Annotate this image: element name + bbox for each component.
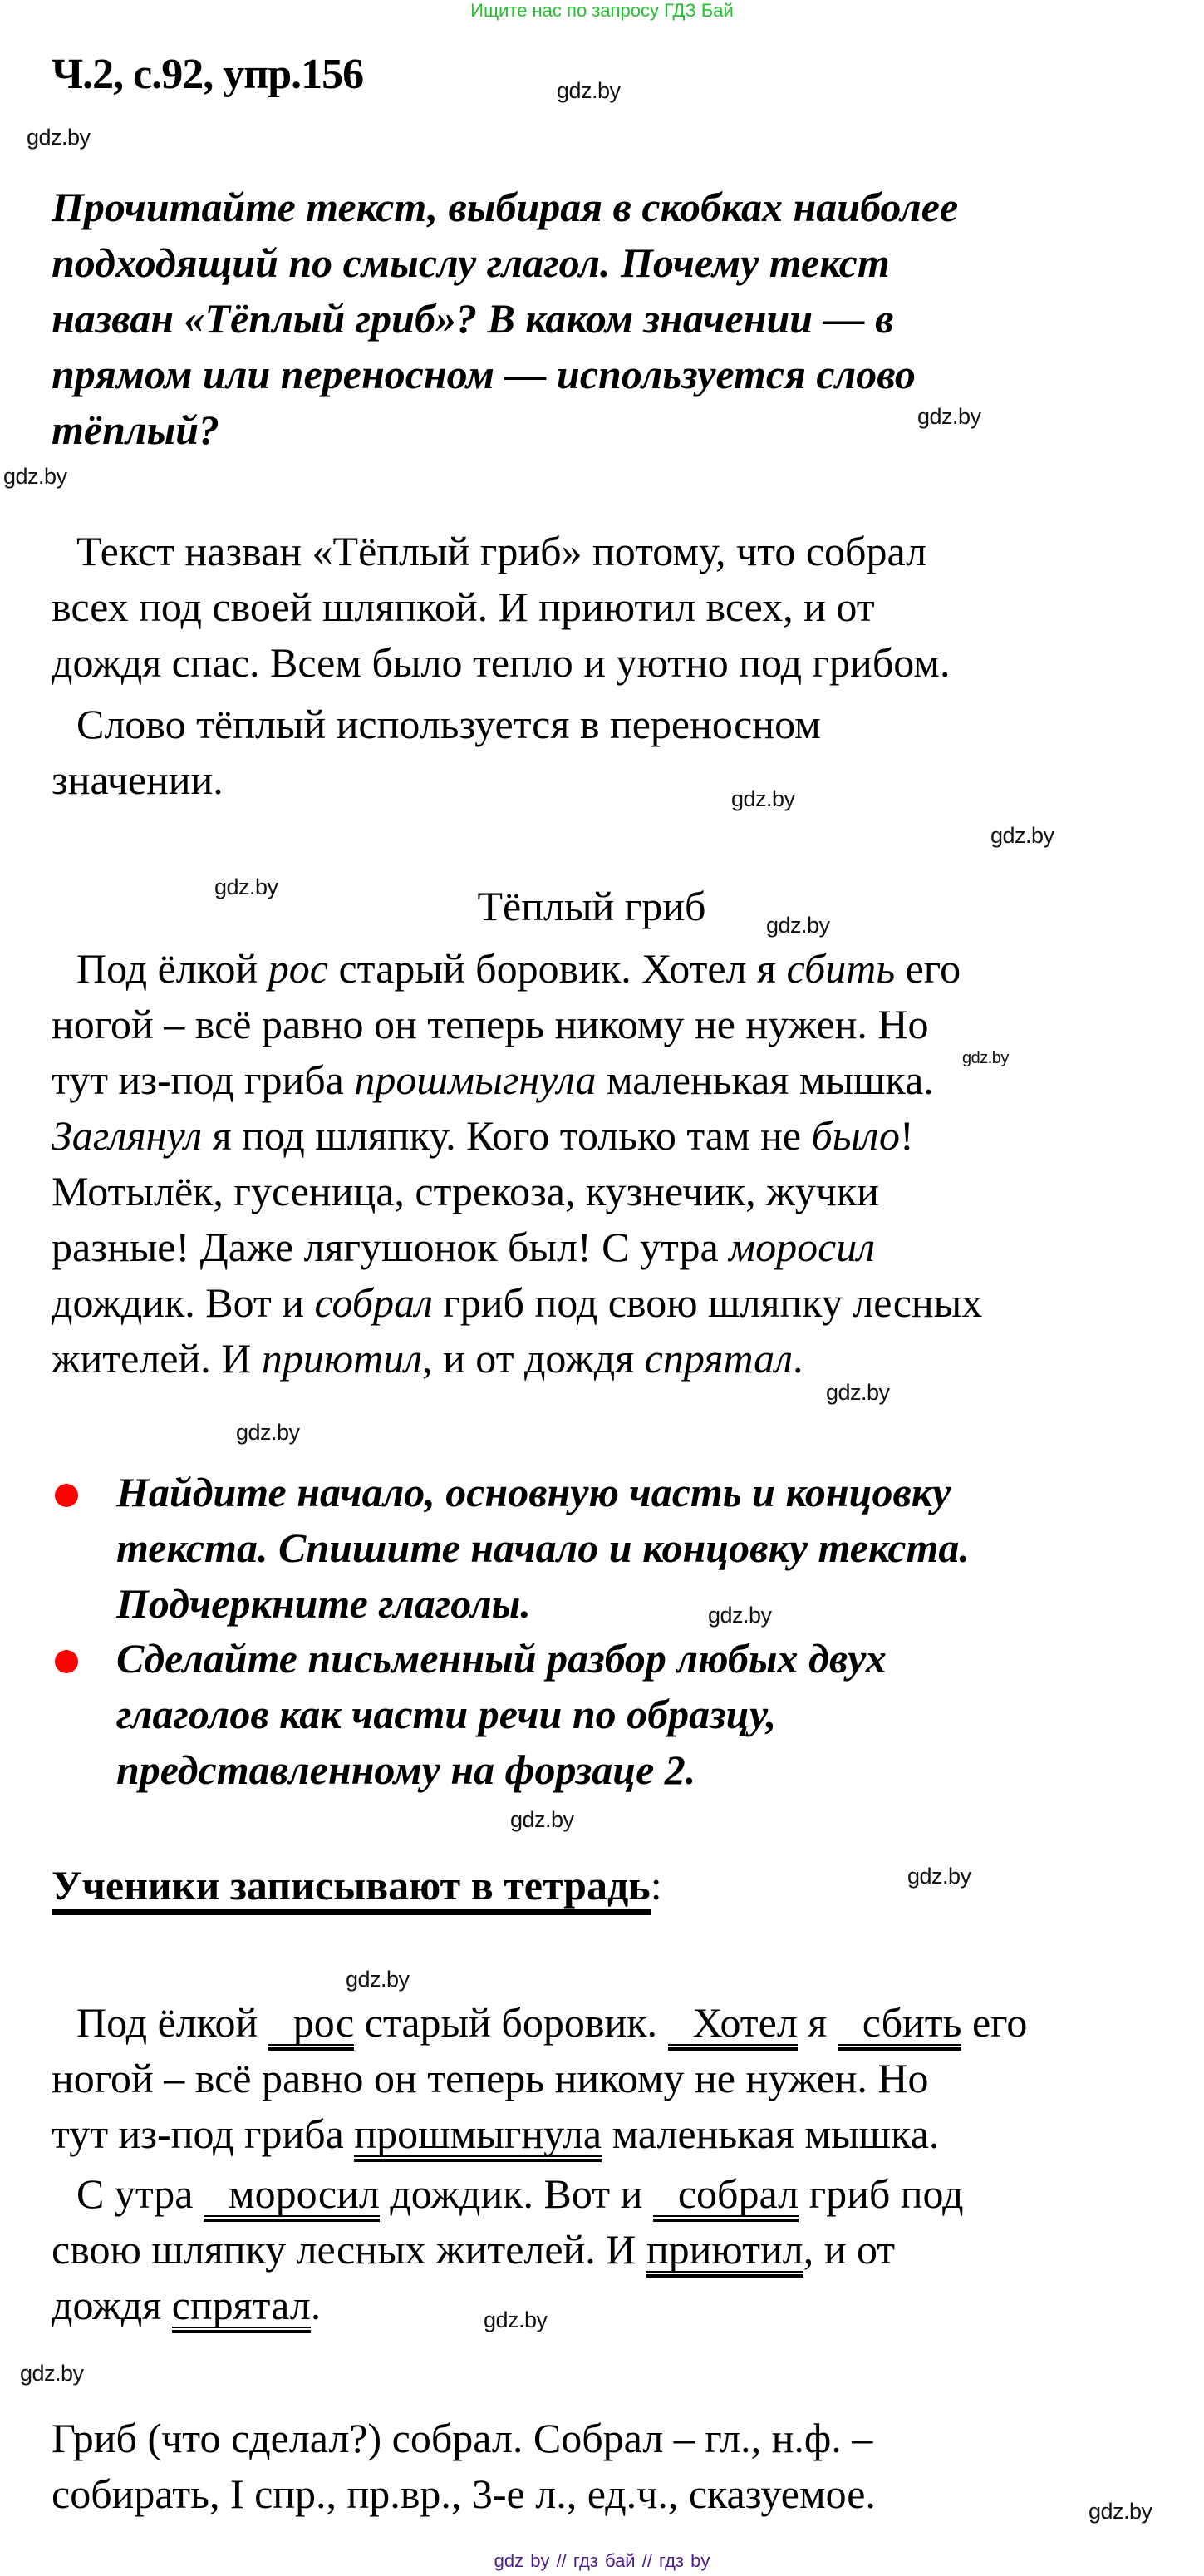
text-segment: Под ёлкой bbox=[76, 1999, 268, 2046]
verb-italic: приютил bbox=[261, 1335, 423, 1382]
text-line bbox=[52, 1052, 1132, 1108]
task-instructions bbox=[52, 180, 1132, 458]
students-header-label: Ученики записывают в тетрадь bbox=[52, 1862, 651, 1915]
verb-italic: сбить bbox=[786, 945, 896, 992]
text-segment: его bbox=[961, 1999, 1028, 2046]
bullet-line: Найдите начало, основную часть и концовку bbox=[116, 1469, 951, 1515]
bullet-line: Подчеркните глаголы. bbox=[116, 1580, 531, 1627]
verb-italic: было bbox=[811, 1112, 900, 1159]
text-line bbox=[52, 1331, 1132, 1387]
students-header-colon: : bbox=[650, 1862, 662, 1909]
analysis-line: Гриб (что сделал?) собрал. Собрал – гл., н.ф. – bbox=[52, 2415, 873, 2461]
text-line bbox=[52, 2222, 1132, 2278]
text-segment: тут из-под гриба bbox=[52, 2111, 355, 2157]
bullet-task-2 bbox=[116, 1631, 1132, 1798]
text-segment: дождя bbox=[52, 2282, 172, 2328]
watermark: gdz.by bbox=[731, 786, 795, 811]
story-text bbox=[52, 941, 1132, 1387]
task-line: Прочитайте текст, выбирая в скобках наиболее bbox=[52, 184, 959, 230]
watermark: gdz.by bbox=[907, 1864, 971, 1889]
answer-line: Слово тёплый используется в переносном bbox=[76, 701, 821, 747]
students-paragraph-2 bbox=[52, 2166, 1132, 2333]
text-segment: маленькая мышка. bbox=[602, 2111, 940, 2157]
text-segment: ногой – всё равно он теперь никому не нужен. Но bbox=[52, 2055, 929, 2101]
story-title: Тёплый гриб bbox=[477, 883, 706, 929]
verb-underlined: спрятал bbox=[171, 2282, 311, 2328]
verb-italic: собрал bbox=[314, 1279, 433, 1326]
text-segment: дождик. Вот и bbox=[52, 1279, 315, 1326]
text-segment: дождик. Вот и bbox=[379, 2170, 653, 2217]
answer-paragraph-2 bbox=[52, 697, 1132, 808]
text-line bbox=[52, 1108, 1132, 1164]
text-line bbox=[52, 997, 1132, 1052]
verb-italic: прошмыгнула bbox=[354, 1057, 597, 1103]
watermark: gdz.by bbox=[510, 1807, 574, 1832]
text-segment: его bbox=[895, 945, 961, 992]
text-segment: тут из-под гриба bbox=[52, 1057, 355, 1103]
text-segment: я bbox=[797, 1999, 838, 2046]
watermark: gdz.by bbox=[346, 1967, 410, 1992]
text-segment: жителей. И bbox=[52, 1335, 262, 1382]
answer-paragraph-1 bbox=[52, 524, 1132, 691]
text-segment: разные! Даже лягушонок был! С утра bbox=[52, 1224, 730, 1270]
verb-underlined: моросил bbox=[204, 2170, 380, 2217]
text-line bbox=[52, 941, 1132, 997]
verb-italic: моросил bbox=[729, 1224, 876, 1270]
top-banner[interactable]: Ищите нас по запросу ГДЗ Бай bbox=[470, 0, 734, 21]
watermark: gdz.by bbox=[20, 2361, 84, 2386]
watermark: gdz.by bbox=[236, 1420, 300, 1445]
bullet-line: текста. Спишите начало и концовку текста. bbox=[116, 1524, 970, 1571]
bullet-line: Сделайте письменный разбор любых двух bbox=[116, 1635, 887, 1682]
verb-underlined: сбить bbox=[838, 1999, 962, 2046]
watermark: gdz.by bbox=[990, 823, 1054, 848]
watermark: gdz.by bbox=[766, 913, 830, 938]
text-segment: я под шляпку. Кого только там не bbox=[202, 1112, 812, 1159]
bullet-line: глаголов как части речи по образцу, bbox=[116, 1691, 777, 1737]
text-segment: Мотылёк, гусеница, стрекоза, кузнечик, жучки bbox=[52, 1168, 879, 1214]
text-segment: , и от bbox=[803, 2226, 896, 2273]
text-segment: ! bbox=[899, 1112, 914, 1159]
text-line bbox=[52, 1164, 1132, 1219]
answer-line: значении. bbox=[52, 756, 224, 803]
bullet-icon bbox=[55, 1484, 78, 1507]
text-segment: , и от дождя bbox=[422, 1335, 645, 1382]
text-line bbox=[52, 2051, 1132, 2106]
bullet-task-1 bbox=[116, 1465, 1132, 1632]
task-line: тёплый? bbox=[52, 406, 220, 453]
text-segment: Под ёлкой bbox=[76, 945, 268, 992]
text-line bbox=[52, 1219, 1132, 1275]
text-segment: старый боровик. Хотел я bbox=[327, 945, 787, 992]
students-header bbox=[52, 1858, 662, 1915]
text-segment: маленькая мышка. bbox=[596, 1057, 934, 1103]
bullet-icon bbox=[55, 1650, 78, 1673]
students-paragraph-1 bbox=[52, 1995, 1132, 2162]
analysis-line: собирать, I спр., пр.вр., 3-е л., ед.ч., сказуемое. bbox=[52, 2470, 876, 2517]
watermark: gdz.by bbox=[27, 125, 91, 150]
watermark: gdz.by bbox=[708, 1603, 772, 1628]
task-line: подходящий по смыслу глагол. Почему текст bbox=[52, 239, 890, 286]
text-segment: свою шляпку лесных жителей. И bbox=[52, 2226, 646, 2273]
answer-line: Текст назван «Тёплый гриб» потому, что собрал bbox=[76, 528, 927, 574]
text-line bbox=[52, 1275, 1132, 1331]
text-segment: С утра bbox=[76, 2170, 204, 2217]
verb-italic: рос bbox=[268, 945, 328, 992]
watermark: gdz.by bbox=[484, 2308, 548, 2332]
task-line: прямом или переносном — используется слово bbox=[52, 351, 916, 397]
text-line bbox=[52, 2278, 1132, 2333]
text-segment: гриб под bbox=[799, 2170, 964, 2217]
verb-underlined: собрал bbox=[653, 2170, 799, 2217]
verb-underlined: приютил bbox=[646, 2226, 803, 2273]
page-title: Ч.2, с.92, упр.156 bbox=[52, 51, 364, 98]
watermark: gdz.by bbox=[826, 1380, 890, 1405]
bullet-line: представленному на форзаце 2. bbox=[116, 1746, 696, 1793]
text-line bbox=[52, 2106, 1132, 2162]
text-segment: . bbox=[792, 1335, 803, 1382]
bottom-banner[interactable]: gdz by // гдз бай // гдз by bbox=[494, 2550, 710, 2571]
text-segment: старый боровик. bbox=[354, 1999, 668, 2046]
watermark: gdz.by bbox=[214, 874, 278, 899]
watermark: gdz.by bbox=[3, 464, 67, 489]
text-line bbox=[52, 1995, 1132, 2051]
text-line bbox=[52, 2166, 1132, 2222]
watermark: gdz.by bbox=[917, 404, 981, 429]
text-segment: гриб под свою шляпку лесных bbox=[432, 1279, 983, 1326]
verb-italic: спрятал bbox=[644, 1335, 793, 1382]
text-segment: . bbox=[310, 2282, 322, 2328]
task-line: назван «Тёплый гриб»? В каком значении — в bbox=[52, 295, 894, 342]
verb-underlined: рос bbox=[268, 1999, 354, 2046]
answer-line: дождя спас. Всем было тепло и уютно под грибом. bbox=[52, 639, 951, 686]
answer-line: всех под своей шляпкой. И приютил всех, и от bbox=[52, 584, 875, 630]
watermark: gdz.by bbox=[557, 78, 621, 103]
verb-underlined: прошмыгнула bbox=[354, 2111, 602, 2157]
watermark: gdz.by bbox=[1089, 2499, 1152, 2524]
verb-underlined: Хотел bbox=[668, 1999, 798, 2046]
verb-italic: Заглянул bbox=[52, 1112, 203, 1159]
verb-analysis bbox=[52, 2411, 1132, 2522]
watermark: gdz.by bbox=[962, 1049, 1009, 1067]
text-segment: ногой – всё равно он теперь никому не нужен. Но bbox=[52, 1001, 929, 1047]
